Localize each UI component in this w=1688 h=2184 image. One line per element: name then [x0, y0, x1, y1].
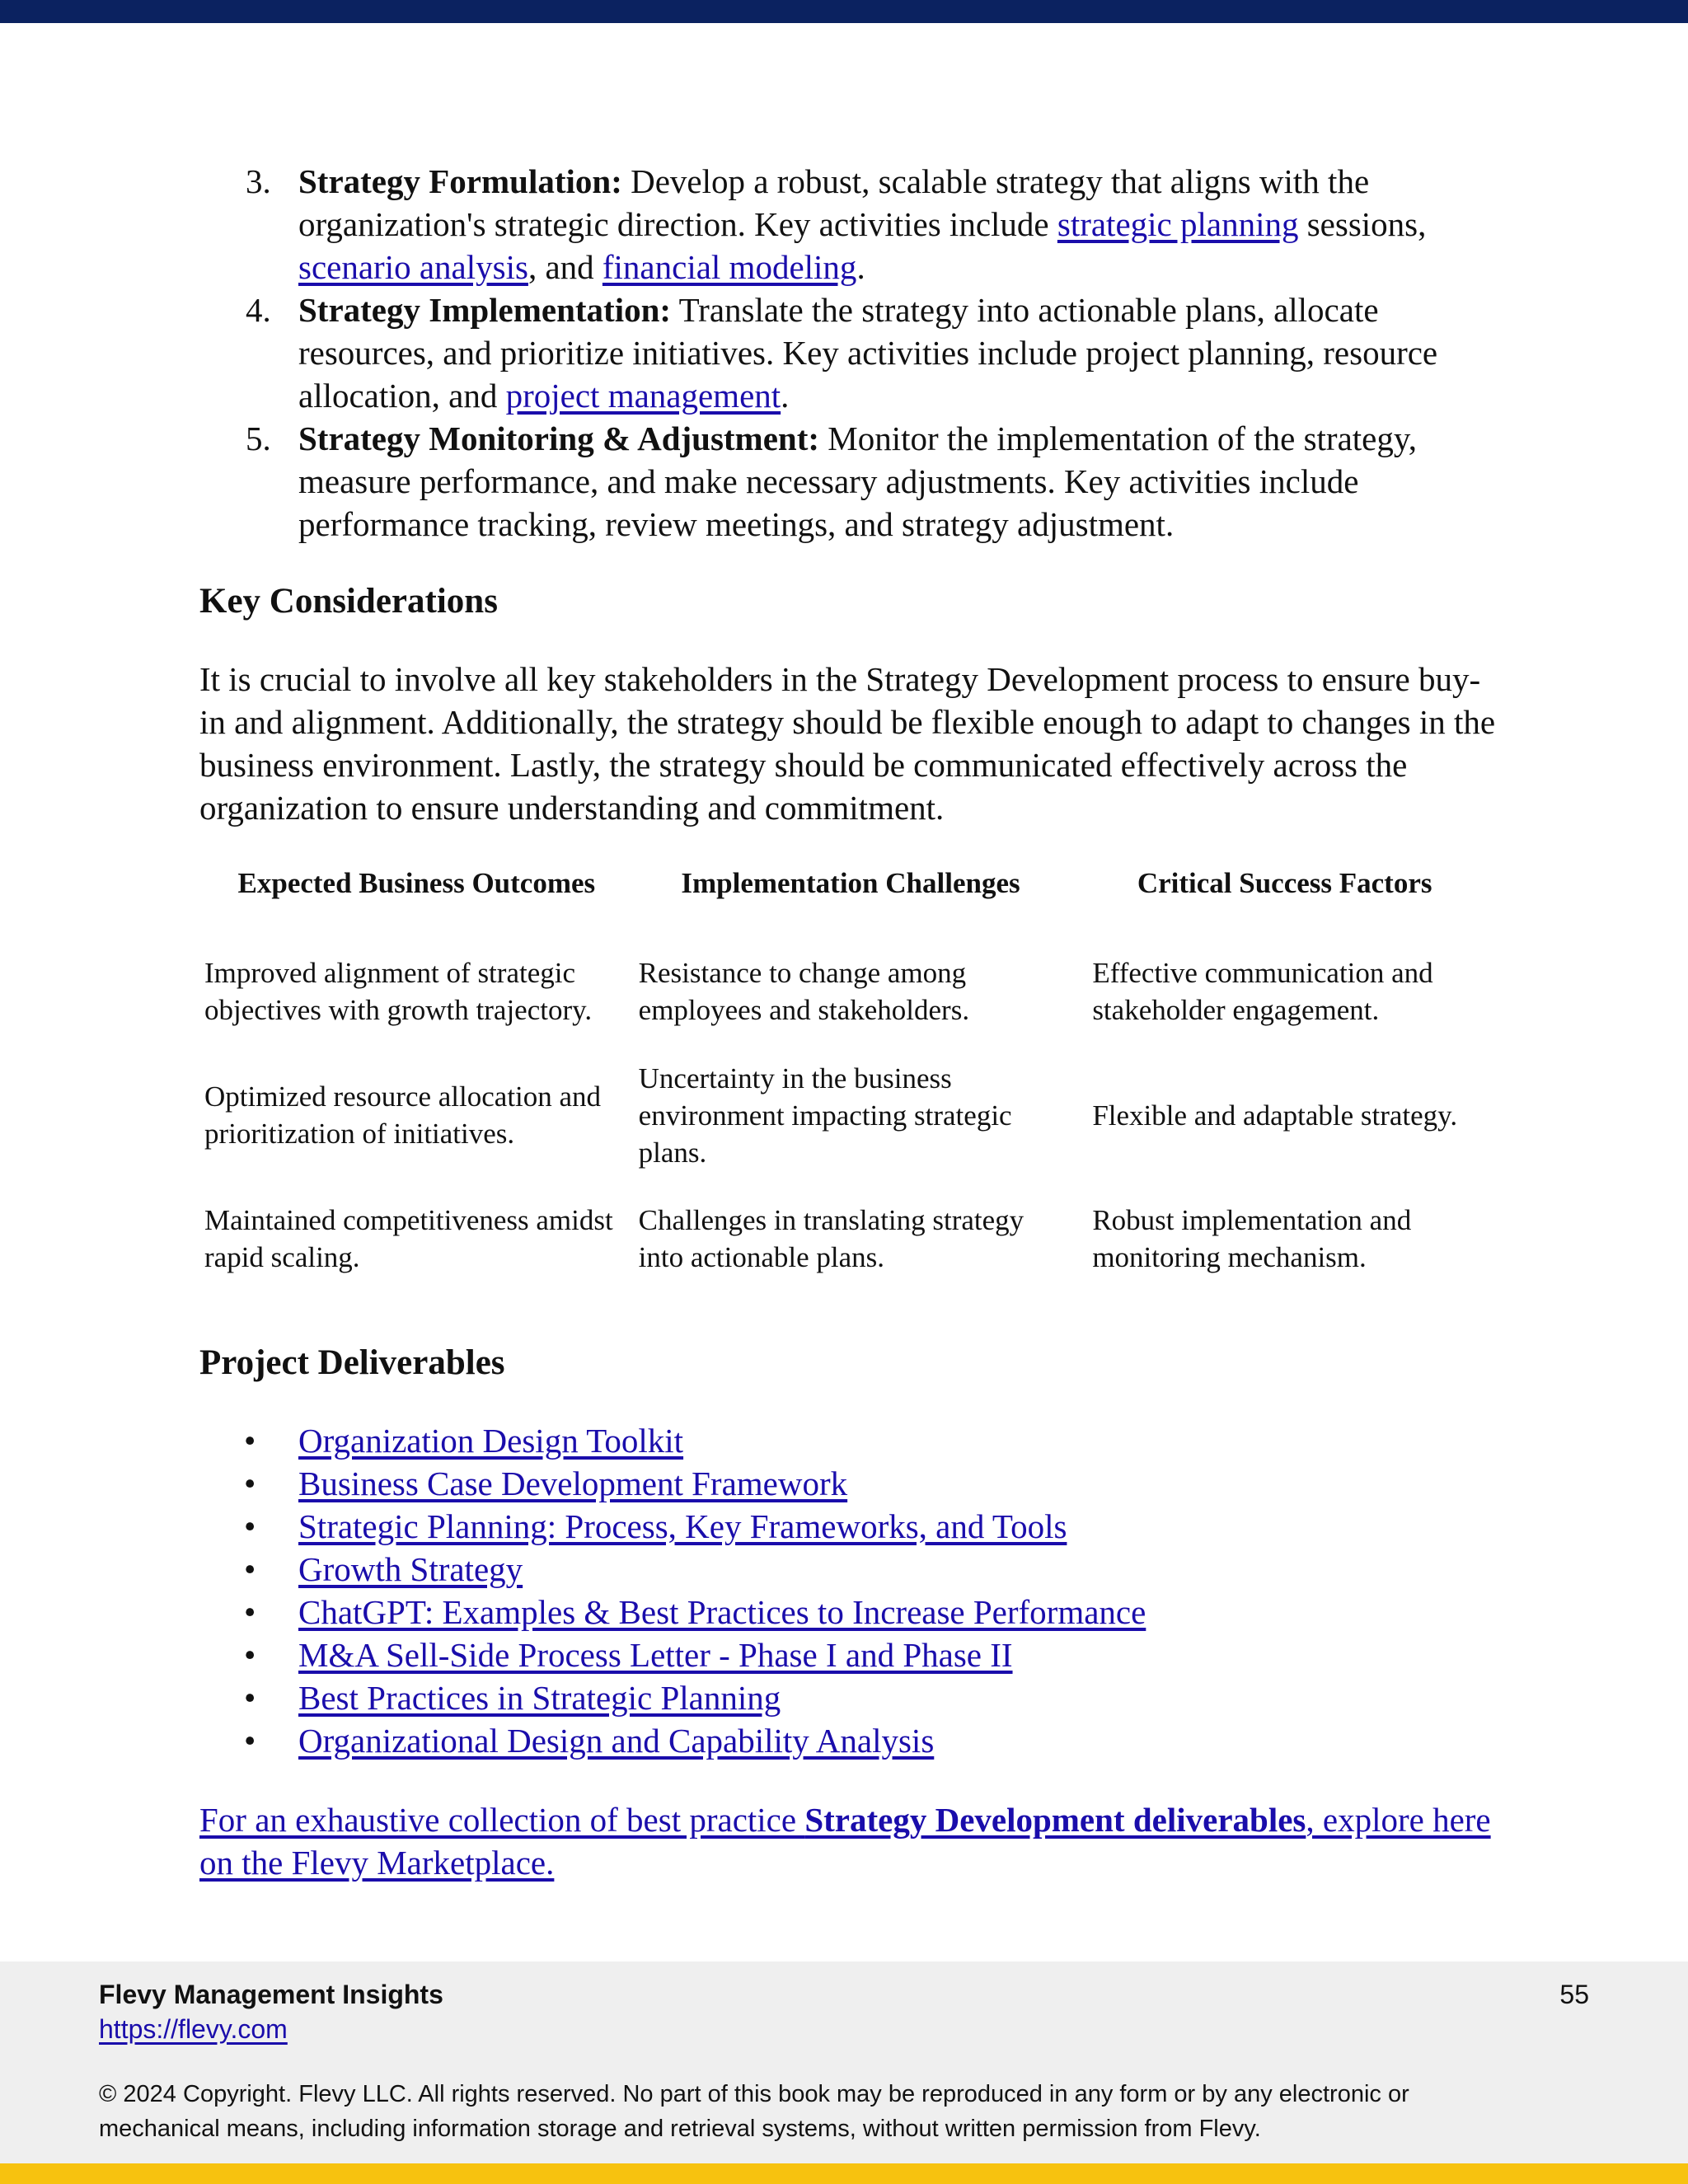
key-considerations-heading: Key Considerations [199, 582, 498, 621]
column-header: Expected Business Outcomes [237, 867, 596, 899]
deliverable-link[interactable]: Business Case Development Framework [298, 1465, 848, 1502]
bullet-icon: • [244, 1465, 256, 1502]
step-number: 4. [246, 291, 271, 329]
step-item [246, 160, 1502, 288]
page-number: 55 [1559, 1980, 1589, 2009]
step-title: Strategy Implementation: [298, 291, 672, 329]
marketplace-cta [199, 1798, 1502, 1884]
table-cell: Robust implementation and monitoring mechanism. [1092, 1204, 1412, 1273]
cta-suffix: , explore here on the Flevy Marketplace. [199, 1801, 1491, 1882]
marketplace-link[interactable] [199, 1801, 1491, 1882]
step-item [246, 417, 1502, 546]
bullet-icon: • [244, 1636, 256, 1674]
column-header: Critical Success Factors [1137, 867, 1432, 899]
bottom-accent-bar [0, 2163, 1688, 2184]
column-header: Implementation Challenges [681, 867, 1020, 899]
step-text: . [781, 377, 790, 415]
key-considerations-paragraph: It is crucial to involve all key stakeholders in the Strategy Development process to ensure buy-in and alignment. Additionally, the strategy should be flexible enough to adapt to changes in the business environment. Lastly, the strategy should be communicated effectively across the organization to ensure understanding and commitment. [199, 660, 1496, 827]
step-text: Monitor the implementation of the strategy, measure performance, and make necessary adjustments. Key activities include performance tracking, review meetings, and strategy adjustment. [298, 419, 1417, 543]
link-strategic-planning[interactable]: strategic planning [1057, 205, 1299, 243]
list-item [244, 1548, 1502, 1591]
step-number: 3. [246, 162, 271, 200]
table-cell: Optimized resource allocation and prioritization of initiatives. [204, 1080, 602, 1150]
link-financial-modeling[interactable]: financial modeling [602, 248, 857, 286]
step-item [246, 288, 1502, 417]
footer-brand: Flevy Management Insights [99, 1980, 443, 2009]
table-cell: Flexible and adaptable strategy. [1092, 1099, 1458, 1132]
list-item [244, 1419, 1502, 1462]
list-item [244, 1719, 1502, 1762]
list-item [244, 1591, 1502, 1633]
bullet-icon: • [244, 1722, 256, 1760]
page-content [199, 160, 1502, 1884]
deliverable-link[interactable]: ChatGPT: Examples & Best Practices to Increase Performance [298, 1593, 1146, 1631]
deliverables-list [199, 1419, 1502, 1762]
bullet-icon: • [244, 1679, 256, 1717]
step-text: Develop a robust, scalable strategy that aligns with the organization's strategic direction. Key activities include [298, 162, 1370, 243]
step-text: Translate the strategy into actionable plans, allocate resources, and prioritize initiatives. Key activities include project planning, resource allocation, and [298, 291, 1438, 415]
page-footer [0, 1961, 1688, 2163]
deliverable-link[interactable]: Organization Design Toolkit [298, 1422, 684, 1460]
step-text: . [856, 248, 865, 286]
step-text: , and [528, 248, 603, 286]
list-item [244, 1633, 1502, 1676]
cta-prefix: For an exhaustive collection of best practice [199, 1801, 805, 1839]
bullet-icon: • [244, 1550, 256, 1588]
deliverables-heading: Project Deliverables [199, 1343, 505, 1382]
link-project-management[interactable]: project management [505, 377, 781, 415]
cta-bold: Strategy Development deliverables [804, 1801, 1306, 1839]
bullet-icon: • [244, 1422, 256, 1460]
footer-url-link[interactable]: https://flevy.com [99, 2014, 288, 2044]
step-title: Strategy Formulation: [298, 162, 622, 200]
table-row [199, 1053, 1502, 1177]
deliverable-link[interactable]: Strategic Planning: Process, Key Frameworks, and Tools [298, 1507, 1067, 1545]
table-cell: Resistance to change among employees and stakeholders. [638, 957, 970, 1026]
list-item [244, 1676, 1502, 1719]
outcomes-table [199, 859, 1502, 1301]
table-row [199, 1177, 1502, 1301]
step-number: 5. [246, 419, 271, 457]
table-cell: Improved alignment of strategic objectives with growth trajectory. [204, 957, 593, 1026]
list-item [244, 1462, 1502, 1505]
table-cell: Challenges in translating strategy into actionable plans. [638, 1204, 1025, 1273]
top-accent-bar [0, 0, 1688, 23]
deliverable-link[interactable]: M&A Sell-Side Process Letter - Phase I and Phase II [298, 1636, 1013, 1674]
strategy-steps-list [199, 160, 1502, 546]
bullet-icon: • [244, 1507, 256, 1545]
bullet-icon: • [244, 1593, 256, 1631]
table-cell: Uncertainty in the business environment impacting strategic plans. [638, 1062, 1012, 1169]
step-text: sessions, [1298, 205, 1427, 243]
table-cell: Effective communication and stakeholder engagement. [1092, 957, 1433, 1026]
deliverable-link[interactable]: Organizational Design and Capability Analysis [298, 1722, 935, 1760]
table-cell: Maintained competitiveness amidst rapid scaling. [204, 1204, 613, 1273]
list-item [244, 1505, 1502, 1548]
table-header-row [199, 859, 1502, 930]
table-row [199, 930, 1502, 1053]
deliverable-link[interactable]: Best Practices in Strategic Planning [298, 1679, 781, 1717]
copyright-notice: © 2024 Copyright. Flevy LLC. All rights reserved. No part of this book may be reproduced in any form or by any electronic or mechanical means, including information storage and retrieval systems, without written permission from Flevy. [99, 2081, 1409, 2142]
step-title: Strategy Monitoring & Adjustment: [298, 419, 820, 457]
deliverable-link[interactable]: Growth Strategy [298, 1550, 523, 1588]
link-scenario-analysis[interactable]: scenario analysis [298, 248, 528, 286]
